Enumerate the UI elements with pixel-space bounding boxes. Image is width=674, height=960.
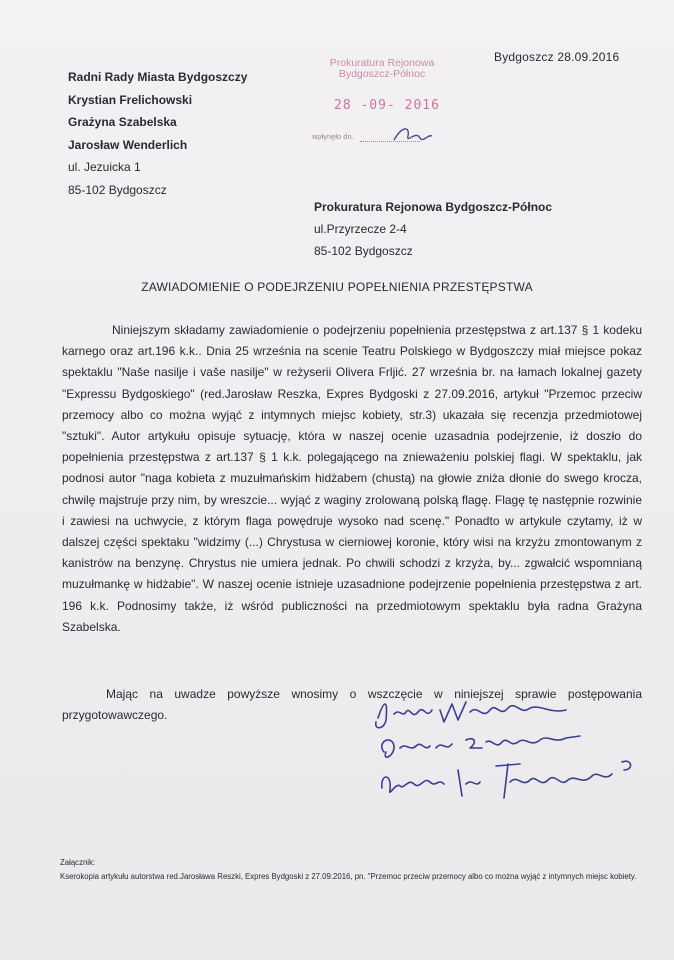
body-paragraph: Niniejszym składamy zawiadomienie o podejrzeniu popełnienia przestępstwa z art.137 § 1 kodeku karnego oraz art.196 k.k.. Dnia 25 września na scenie Teatru Polskiego w Bydgoszczy miał miejsce pokaz spektaklu "Naše nasilje i vaše nasilje" w reżyserii Olivera Frljić. 27 września br. na łamach lokalnej gazety "Expressu Bydgoskiego" (red.Jarosław Reszka, Expres Bydgoski z 27.09.2016, artykuł "Przemoc przeciw przemocy albo co można wyjąć z intymnych miejsc kobiety, str.3) ukazała się recenzja przedmiotowej "sztuki". Autor artykułu opisuje sytuację, która w naszej ocenie uzasadnia podejrzenie, iż doszło do popełnienia przestępstwa z art.137 § 1 k.k. polegającego na znieważeniu polskiej flagi. W spektaklu, jak podnosi autor "naga kobieta z muzułmańskim hidżabem (chustą) na głowie zniża dłonie do swego krocza, chwilę majstruje przy nim, by wreszcie... wyjąć z waginy zrolowaną polską flagę. Flagę tę następnie rozwinie i zawiesi na uchwycie, z którym flaga powędruje wysoko nad scenę." Ponadto w artykule czytamy, iż w dalszej części spektaku "widzimy (...) Chrystusa w cierniowej koronie, który wisi na krzyżu zmontowanym z kanistrów na benzynę. Chrystus nie umiera jednak. Po chwili schodzi z krzyża, by... zgwałcić wspomnianą muzułmankę w hidżabie". W naszej ocenie istnieje uzasadnione podejrzenie popełnienia przestępstwa z art. 196 k.k. Podnosimy także, iż wśród publiczności na przedmiotowym spektaklu była radna Grażyna Szabelska. xyxy=(62,323,642,634)
signature-frelichowski xyxy=(382,761,631,798)
signature-wenderlich xyxy=(376,702,566,728)
stamp-office xyxy=(322,58,442,80)
stamp-date: 28 -09- 2016 xyxy=(334,98,440,113)
sender-line: Krystian Frelichowski xyxy=(68,92,193,107)
annex xyxy=(60,856,650,884)
stamp-office-line: Prokuratura Rejonowa xyxy=(329,57,435,69)
document-title: ZAWIADOMIENIE O PODEJRZENIU POPEŁNIENIA PRZESTĘPSTWA xyxy=(141,280,533,294)
recipient-street: ul.Przyrzecze 2-4 xyxy=(314,222,407,236)
recipient-postal: 85-102 Bydgoszcz xyxy=(314,244,413,258)
sender-postal: 85-102 Bydgoszcz xyxy=(68,182,167,197)
sender-block xyxy=(68,66,247,201)
annex-text: Kserokopia artykułu autorstwa red.Jarosława Reszki, Expres Bydgoski z 27.09.2016, pn. "Przemoc przeciw przemocy albo co można wyjąć z intymnych miejsc kobiety. xyxy=(60,872,637,881)
recipient-name: Prokuratura Rejonowa Bydgoszcz-Północ xyxy=(314,200,553,214)
handwritten-signatures xyxy=(370,690,640,810)
stamp-initials-scribble xyxy=(390,122,434,148)
signature-szabelska xyxy=(382,736,580,757)
receipt-stamp xyxy=(312,54,472,150)
sender-line: Radni Rady Miasta Bydgoszczy xyxy=(68,70,248,84)
stamp-received-label: wpłynęło dn. xyxy=(312,132,354,141)
sender-line: Grażyna Szabelska xyxy=(68,115,177,129)
stamp-office-line: Bydgoszcz-Północ xyxy=(338,68,426,80)
sender-address: ul. Jezuicka 1 xyxy=(68,160,141,174)
sender-line: Jarosław Wenderlich xyxy=(68,137,188,152)
annex-label: Załącznik: xyxy=(60,858,96,867)
city-and-date: Bydgoszcz 28.09.2016 xyxy=(494,50,620,64)
recipient-block xyxy=(314,196,552,262)
closing-paragraph: Mając na uwadze powyższe wnosimy o wszczęcie w niniejszej sprawie postępowania przygotowawczego. xyxy=(62,687,642,723)
